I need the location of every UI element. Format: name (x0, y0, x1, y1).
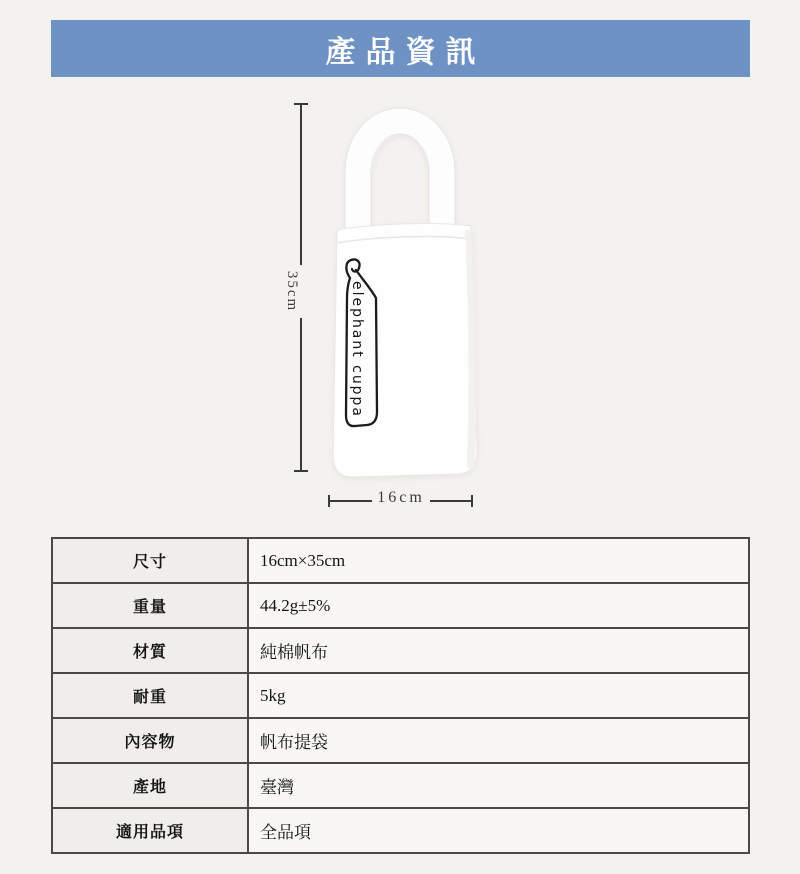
height-dimension-line-bottom (300, 318, 302, 472)
height-dimension-line-top (300, 103, 302, 265)
table-row (52, 538, 749, 583)
table-row (52, 808, 749, 853)
product-info-banner (51, 20, 750, 77)
spec-label: 重量 (52, 583, 248, 628)
width-dimension-label: 16cm (377, 489, 425, 506)
tote-bag-photo (325, 100, 485, 485)
width-dimension-line-left (328, 500, 372, 502)
table-row (52, 583, 749, 628)
spec-value: 16cm×35cm (248, 538, 749, 583)
table-row (52, 673, 749, 718)
spec-label: 內容物 (52, 718, 248, 763)
height-dimension-label: 35cm (284, 270, 301, 312)
width-dimension-cap-left (328, 495, 330, 507)
table-row (52, 718, 749, 763)
spec-value: 純棉帆布 (248, 628, 749, 673)
spec-table (51, 537, 750, 854)
spec-value: 帆布提袋 (248, 718, 749, 763)
table-row (52, 763, 749, 808)
bag-handle (345, 108, 455, 236)
spec-value: 5kg (248, 673, 749, 718)
spec-label: 適用品項 (52, 808, 248, 853)
spec-value: 臺灣 (248, 763, 749, 808)
spec-label: 材質 (52, 628, 248, 673)
spec-value: 44.2g±5% (248, 583, 749, 628)
height-dimension-cap-bottom (294, 470, 308, 472)
brand-print-text: elephant cuppa (349, 281, 365, 418)
table-row (52, 628, 749, 673)
spec-label: 產地 (52, 763, 248, 808)
page-title: 產品資訊 (325, 35, 486, 69)
spec-label: 耐重 (52, 673, 248, 718)
height-dimension-cap-top (294, 103, 308, 105)
width-dimension-cap-right (471, 495, 473, 507)
spec-value: 全品項 (248, 808, 749, 853)
spec-label: 尺寸 (52, 538, 248, 583)
width-dimension-line-right (430, 500, 473, 502)
